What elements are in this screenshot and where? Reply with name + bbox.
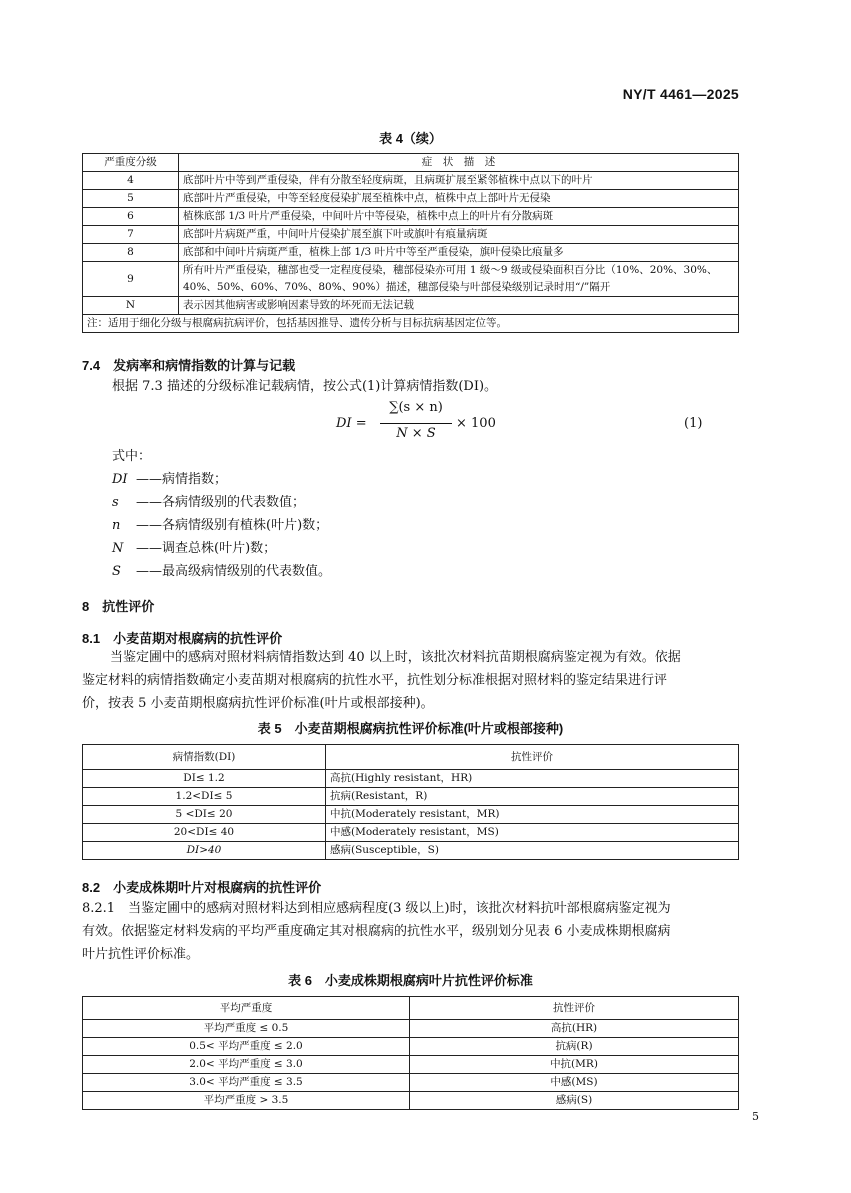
variable-symbol: DI — [112, 472, 128, 487]
para-line: 叶片抗性评价标准。 — [82, 947, 200, 962]
table-row — [83, 190, 739, 208]
table4-note: 注：适用于细化分级与根腐病抗病评价，包括基因推导、遗传分析与目标抗病基因定位等。 — [83, 315, 739, 333]
section-7-4-title: 7.4 发病率和病情指数的计算与记载 — [82, 358, 296, 373]
table6-caption: 表 6 小麦成株期根腐病叶片抗性评价标准 — [288, 973, 533, 988]
formula-number: (1) — [684, 416, 703, 431]
table-row — [83, 770, 739, 788]
table-row — [83, 1020, 739, 1038]
variable-row — [112, 491, 305, 514]
para-line: 有效。依据鉴定材料发病的平均严重度确定其对根腐病的抗性水平，级别划分见表 6 小麦成株期根腐病 — [82, 924, 671, 939]
grade-cell: 8 — [83, 244, 179, 262]
para-line: 当鉴定圃中的感病对照材料病情指数达到 40 以上时，该批次材料抗苗期根腐病鉴定视为有效。依据 — [110, 650, 681, 665]
index-cell: 5 <DI≤ 20 — [83, 806, 326, 824]
table6-header-row — [83, 997, 739, 1020]
grade-cell: 7 — [83, 226, 179, 244]
section-7-4-para: 根据 7.3 描述的分级标准记载病情，按公式(1)计算病情指数(DI)。 — [112, 379, 498, 394]
desc-cell: 表示因其他病害或影响因素导致的坏死而无法记载 — [179, 297, 739, 315]
para-line: 8.2.1 当鉴定圃中的感病对照材料达到相应感病程度(3 级以上)时，该批次材料抗叶部根腐病鉴定视为 — [82, 901, 671, 916]
table4 — [82, 153, 739, 333]
desc-cell: 所有叶片严重侵染，穗部也受一定程度侵染，穗部侵染亦可用 1 级～9 级或侵染面积百分比（10%、20%、30%、40%、50%、60%、70%、80%、90%）描述，穗部侵染与叶部侵染级别记录时用“/”隔开 — [179, 262, 739, 297]
table-row — [83, 262, 739, 297]
table-row — [83, 244, 739, 262]
desc-cell: 底部叶片严重侵染，中等至轻度侵染扩展至植株中点，植株中点上部叶片无侵染 — [179, 190, 739, 208]
table5-caption: 表 5 小麦苗期根腐病抗性评价标准(叶片或根部接种) — [257, 721, 564, 736]
variable-row — [112, 560, 331, 583]
table-row — [83, 1038, 739, 1056]
formula-numerator: ∑(s × n) — [389, 400, 443, 415]
grade-cell: 4 — [83, 172, 179, 190]
page-number: 5 — [752, 1110, 759, 1123]
table6-col-header: 平均严重度 — [83, 997, 410, 1020]
formula-multiplier: × 100 — [456, 416, 496, 431]
table6-col-header: 抗性评价 — [410, 997, 739, 1020]
table5 — [82, 744, 739, 860]
variable-symbol: n — [112, 518, 121, 533]
section-8-2-1-para — [82, 897, 752, 966]
severity-cell: 平均严重度 ≤ 0.5 — [83, 1020, 410, 1038]
variable-desc: ——调查总株(叶片)数； — [136, 541, 277, 556]
severity-cell: 2.0< 平均严重度 ≤ 3.0 — [83, 1056, 410, 1074]
eval-cell: 中抗(MR) — [410, 1056, 739, 1074]
variable-row — [112, 537, 276, 560]
table5-col-header: 抗性评价 — [326, 745, 739, 770]
fraction-bar — [380, 423, 452, 424]
table-row — [83, 208, 739, 226]
table4-col-header: 症 状 描 述 — [179, 154, 739, 172]
table4-note-row — [83, 315, 739, 333]
section-8-2-title: 8.2 小麦成株期叶片对根腐病的抗性评价 — [82, 880, 322, 895]
variable-desc: ——病情指数； — [136, 472, 228, 487]
formula-denominator: N × S — [396, 426, 436, 441]
table4-col-header: 严重度分级 — [83, 154, 179, 172]
table-row — [83, 1092, 739, 1110]
table4-header-row — [83, 154, 739, 172]
eval-cell: 中感(Moderately resistant，MS) — [326, 824, 739, 842]
variable-symbol: N — [112, 541, 124, 556]
index-cell: DI>40 — [83, 842, 326, 860]
eval-cell: 高抗(Highly resistant，HR) — [326, 770, 739, 788]
section-8-1-para — [82, 646, 752, 715]
index-cell: 1.2<DI≤ 5 — [83, 788, 326, 806]
eval-cell: 中感(MS) — [410, 1074, 739, 1092]
variable-row — [112, 514, 328, 537]
table-row — [83, 297, 739, 315]
variable-symbol: S — [112, 564, 121, 579]
para-line: 价，按表 5 小麦苗期根腐病抗性评价标准(叶片或根部接种)。 — [82, 696, 434, 711]
grade-cell: 5 — [83, 190, 179, 208]
table5-header-row — [83, 745, 739, 770]
formula-1 — [336, 400, 496, 446]
section-8-1-title: 8.1 小麦苗期对根腐病的抗性评价 — [82, 631, 283, 646]
eval-cell: 中抗(Moderately resistant，MR) — [326, 806, 739, 824]
table-row — [83, 788, 739, 806]
index-cell: DI≤ 1.2 — [83, 770, 326, 788]
grade-cell: N — [83, 297, 179, 315]
table-row — [83, 824, 739, 842]
variable-desc: ——各病情级别有植株(叶片)数； — [136, 518, 329, 533]
formula-lhs: DI = — [336, 416, 367, 431]
table5-col-header: 病情指数(DI) — [83, 745, 326, 770]
table-row — [83, 1056, 739, 1074]
table-row — [83, 842, 739, 860]
eval-cell: 抗病(Resistant，R) — [326, 788, 739, 806]
eval-cell: 高抗(HR) — [410, 1020, 739, 1038]
desc-cell: 底部和中间叶片病斑严重，植株上部 1/3 叶片中等至严重侵染，旗叶侵染比痕量多 — [179, 244, 739, 262]
eval-cell: 抗病(R) — [410, 1038, 739, 1056]
variable-symbol: s — [112, 495, 119, 510]
severity-cell: 平均严重度 > 3.5 — [83, 1092, 410, 1110]
table-row — [83, 1074, 739, 1092]
variable-desc: ——最高级病情级别的代表数值。 — [136, 564, 332, 579]
grade-cell: 6 — [83, 208, 179, 226]
desc-cell: 植株底部 1/3 叶片严重侵染，中间叶片中等侵染，植株中点上的叶片有分散病斑 — [179, 208, 739, 226]
table-row — [83, 226, 739, 244]
grade-cell: 9 — [83, 262, 179, 297]
index-cell: 20<DI≤ 40 — [83, 824, 326, 842]
table4-caption: 表 4（续） — [379, 131, 442, 146]
variable-desc: ——各病情级别的代表数值； — [136, 495, 306, 510]
eval-cell: 感病(S) — [410, 1092, 739, 1110]
severity-cell: 3.0< 平均严重度 ≤ 3.5 — [83, 1074, 410, 1092]
desc-cell: 底部叶片病斑严重，中间叶片侵染扩展至旗下叶或旗叶有痕量病斑 — [179, 226, 739, 244]
table6 — [82, 996, 739, 1110]
eval-cell: 感病(Susceptible，S) — [326, 842, 739, 860]
section-8-title: 8 抗性评价 — [82, 599, 155, 614]
severity-cell: 0.5< 平均严重度 ≤ 2.0 — [83, 1038, 410, 1056]
table-row — [83, 806, 739, 824]
para-line: 鉴定材料的病情指数确定小麦苗期对根腐病的抗性水平，抗性划分标准根据对照材料的鉴定结果进行评 — [82, 673, 668, 688]
table-row — [83, 172, 739, 190]
variable-row — [112, 468, 227, 491]
where-label: 式中： — [112, 449, 152, 464]
desc-cell: 底部叶片中等到严重侵染，伴有分散至轻度病斑，且病斑扩展至紧邻植株中点以下的叶片 — [179, 172, 739, 190]
standard-number: NY/T 4461—2025 — [622, 86, 739, 102]
